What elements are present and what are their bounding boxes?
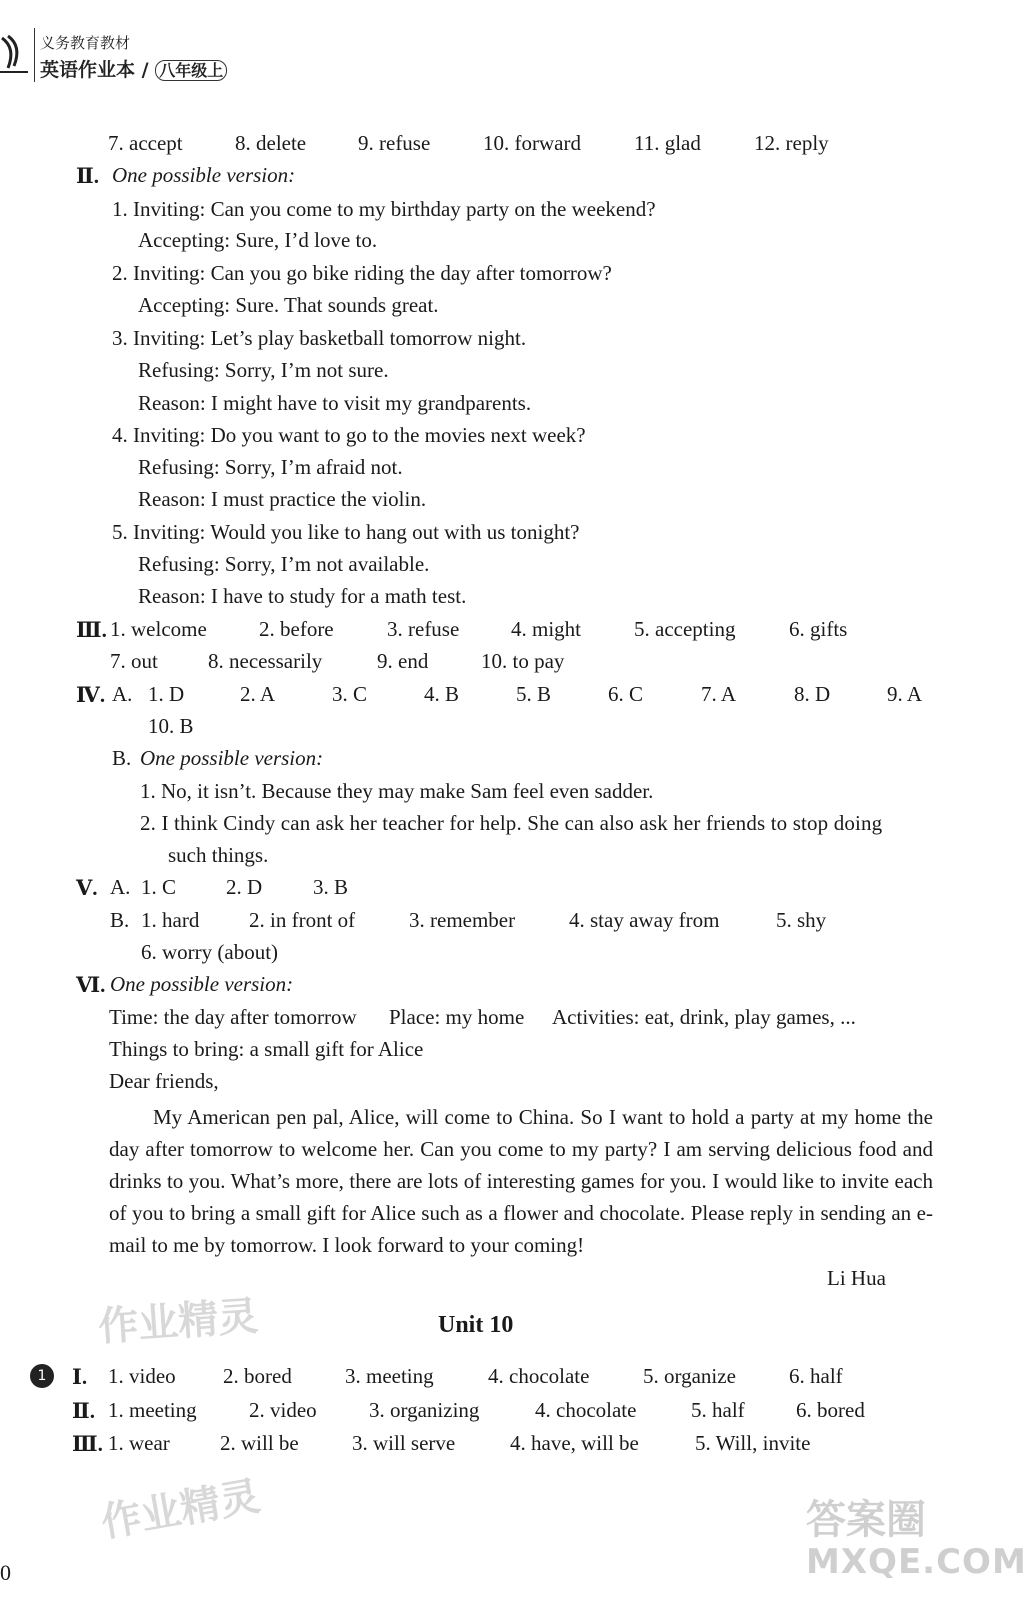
outline-activities: Activities: eat, drink, play games, ... [552,1005,856,1029]
section-numeral: Ⅵ. [76,973,106,997]
answer-item: 8. necessarily [208,649,323,673]
section-numeral: Ⅴ. [76,876,98,900]
outline-time: Time: the day after tomorrow [109,1005,357,1029]
part-label: B. [112,746,132,770]
answer-item: 4. B [424,682,460,706]
answer-item: 1. hard [141,908,200,932]
answer-item: 5. accepting [634,617,736,641]
answer-item: 2. video [249,1398,317,1422]
answer-item: 2. in front of [249,908,356,932]
answer-line: Accepting: Sure, I’d love to. [138,228,378,252]
answer-item: 5. shy [776,908,827,932]
version-label: One possible version: [110,972,294,996]
section-numeral: Ⅳ. [76,683,106,707]
answer-item: 3. C [332,682,368,706]
answer-line: 2. Inviting: Can you go bike riding the day after tomorrow? [112,261,612,285]
book-title [40,55,227,82]
answer-item: 5. organize [643,1364,736,1388]
book-name: 英语作业本 [40,59,136,81]
letter-body: My American pen pal, Alice, will come to China. So I want to hold a party at my home the day after tomorrow to welcome her. Can you come to my party? I am serving delicious food and drinks to you. What’s more, there are lots of interesting games for you. I would like to invite each of you to bring a small gift for Alice such as a flower and chocolate. Please reply in sending an e-mail to me by tomorrow. I look forward to your coming! [109,1105,933,1257]
answer-item: 1. welcome [110,617,207,641]
unit-title: Unit 10 [438,1312,514,1338]
answer-line: Reason: I must practice the violin. [138,487,427,511]
title-slash: / [135,59,156,81]
answer-item: 10. B [148,714,194,738]
answer-line: Accepting: Sure. That sounds great. [138,293,439,317]
answer-line: 3. Inviting: Let’s play basketball tomorrow night. [112,326,527,350]
version-label: One possible version: [112,163,296,187]
answer-item: 8. D [794,682,831,706]
section-numeral: Ⅱ. [76,164,99,188]
answer-item: 1. meeting [108,1398,197,1422]
answer-item: 5. half [691,1398,745,1422]
answer-item: 7. accept [108,131,183,155]
site-watermark: 答案圈 [806,1497,926,1543]
answer-item: 6. gifts [789,617,848,641]
answer-item: 3. will serve [352,1431,456,1455]
answer-item: 9. refuse [358,131,431,155]
answer-item: 4. chocolate [488,1364,590,1388]
site-watermark-url: MXQE.COM [806,1542,1027,1582]
answer-item: 2. D [226,875,263,899]
answer-item: 4. might [511,617,582,641]
outline-place: Place: my home [389,1005,525,1029]
answer-item: 3. refuse [387,617,460,641]
part-label: A. [110,875,131,899]
version-label: One possible version: [140,746,324,770]
answer-item: 6. half [789,1364,843,1388]
letter-greeting: Dear friends, [109,1069,219,1093]
grade-circled: 八年级上 [155,60,227,81]
answer-item: 4. chocolate [535,1398,637,1422]
publisher-logo-icon [0,28,30,74]
answer-item: 3. B [313,875,349,899]
watermark-stamp: 作业精灵 [96,1293,260,1351]
outline-things: Things to bring: a small gift for Alice [109,1037,424,1061]
answer-line: Refusing: Sorry, I’m not sure. [138,358,389,382]
answer-item: 4. have, will be [510,1431,639,1455]
answer-item: 2. A [240,682,276,706]
answer-item: 6. bored [796,1398,865,1422]
answer-line: 1. No, it isn’t. Because they may make Sam feel even sadder. [140,779,654,803]
answer-line: 5. Inviting: Would you like to hang out with us tonight? [112,520,580,544]
answer-line: 2. I think Cindy can ask her teacher for help. She can also ask her friends to stop doing [140,811,883,835]
answer-item: 9. end [377,649,429,673]
section-numeral: Ⅲ. [76,618,107,642]
answer-item: 1. D [148,682,185,706]
part-label: A. [112,682,133,706]
answer-item: 8. delete [235,131,307,155]
letter-signature: Li Hua [827,1266,886,1290]
answer-item: 1. C [141,875,177,899]
section-numeral: Ⅰ. [72,1365,88,1389]
section-numeral: Ⅲ. [72,1432,103,1456]
answer-item: 5. Will, invite [695,1431,811,1455]
answer-item: 7. out [110,649,158,673]
answer-item: 3. meeting [345,1364,434,1388]
answer-item: 6. worry (about) [141,940,279,964]
series-title: 义务教育教材 [40,34,131,52]
header-divider [34,28,35,82]
part-label: B. [110,908,130,932]
answer-line: Reason: I might have to visit my grandparents. [138,391,532,415]
answer-line: 1. Inviting: Can you come to my birthday party on the weekend? [112,197,656,221]
watermark-stamp: 作业精灵 [97,1473,264,1547]
page-number: 0 [0,1560,11,1585]
answer-item: 7. A [701,682,737,706]
answer-item: 4. stay away from [569,908,720,932]
answer-item: 2. will be [220,1431,299,1455]
answer-item: 12. reply [754,131,829,155]
answer-item: 3. remember [409,908,516,932]
answer-line: Refusing: Sorry, I’m afraid not. [138,455,403,479]
answer-item: 2. before [259,617,334,641]
answer-item: 3. organizing [369,1398,480,1422]
answer-line: Reason: I have to study for a math test. [138,584,467,608]
answer-item: 5. B [516,682,552,706]
answer-item: 11. glad [634,131,701,155]
answer-line: Refusing: Sorry, I’m not available. [138,552,430,576]
section-numeral: Ⅱ. [72,1399,95,1423]
answer-item: 6. C [608,682,644,706]
answer-line: such things. [168,843,269,867]
answer-item: 1. video [108,1364,176,1388]
answer-line: 4. Inviting: Do you want to go to the movies next week? [112,423,586,447]
exercise-badge: 1 [30,1364,54,1388]
answer-item: 10. to pay [481,649,565,673]
answer-item: 2. bored [223,1364,292,1388]
answer-item: 10. forward [483,131,581,155]
answer-item: 1. wear [108,1431,170,1455]
answer-item: 9. A [887,682,923,706]
